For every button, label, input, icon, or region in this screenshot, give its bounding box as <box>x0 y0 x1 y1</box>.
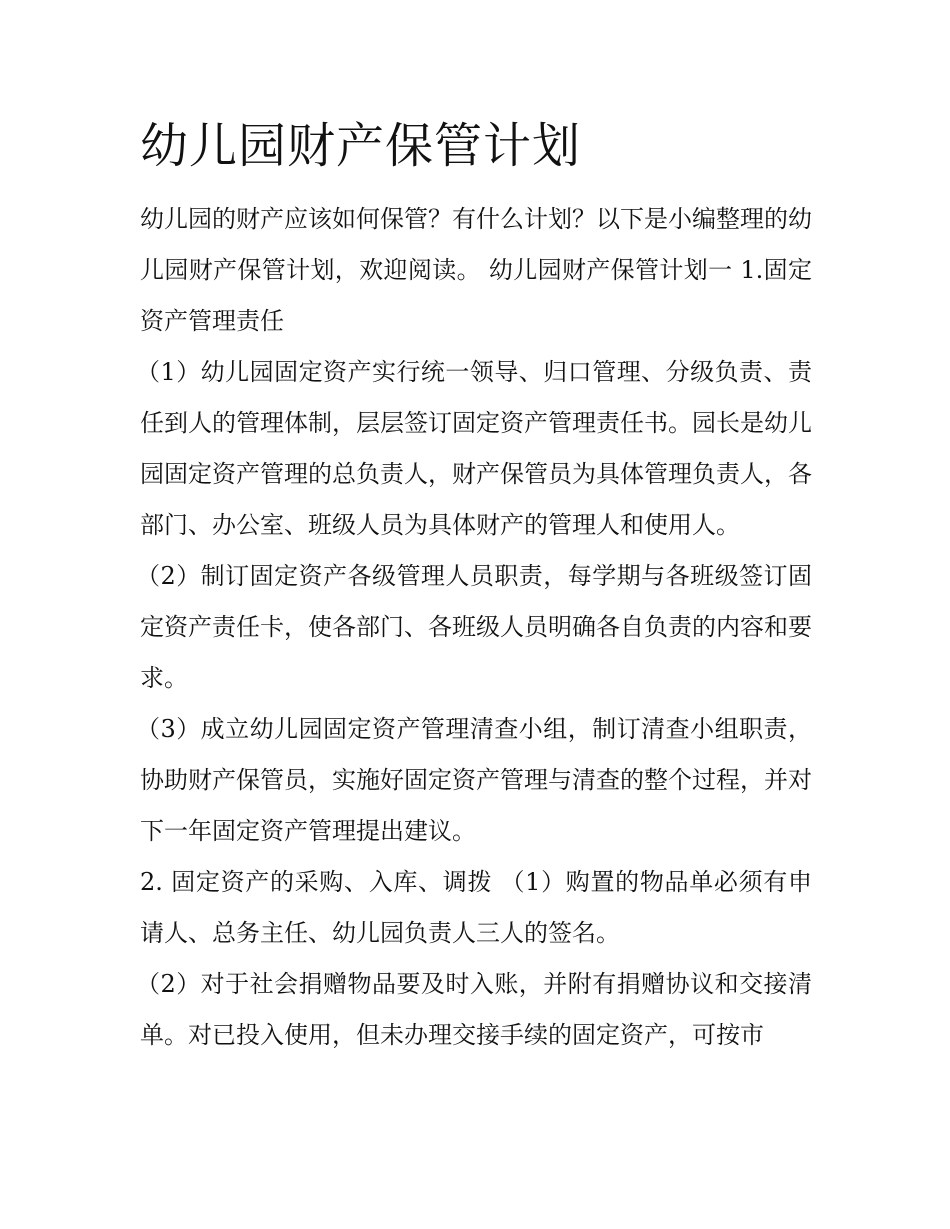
paragraph-item-2: （2）制订固定资产各级管理人员职责，每学期与各班级签订固定资产责任卡，使各部门、各班级人员明确各自负责的内容和要求。 <box>136 562 812 692</box>
paragraph-item-3: （3）成立幼儿园固定资产管理清查小组，制订清查小组职责， 协助财产保管员，实施好固定资产管理与清查的整个过程，并对下一年固定资产管理提出建议。 <box>136 715 812 845</box>
intro-paragraph: 幼儿园的财产应该如何保管？有什么计划？以下是小编整理的幼儿园财产保管计划，欢迎阅读。 幼儿园财产保管计划一 1.固定资产管理责任 <box>140 205 812 335</box>
document-body <box>136 112 812 1061</box>
paragraph-item-4: （2）对于社会捐赠物品要及时入账，并附有捐赠协议和交接清单。对已投入使用，但未办理交接手续的固定资产，可按市 <box>136 970 812 1049</box>
document-title: 幼儿园财产保管计划 <box>140 118 582 174</box>
paragraph-item-1: （1）幼儿园固定资产实行统一领导、归口管理、分级负责、责任到人的管理体制，层层签订固定资产管理责任书。园长是幼儿园固定资产管理的总负责人，财产保管员为具体管理负责人，各部门、办公室、班级人员为具体财产的管理人和使用人。 <box>136 358 812 539</box>
section-2-paragraph: 2. 固定资产的采购、入库、调拨 （1）购置的物品单必须有申请人、总务主任、幼儿园负责人三人的签名。 <box>140 868 812 947</box>
